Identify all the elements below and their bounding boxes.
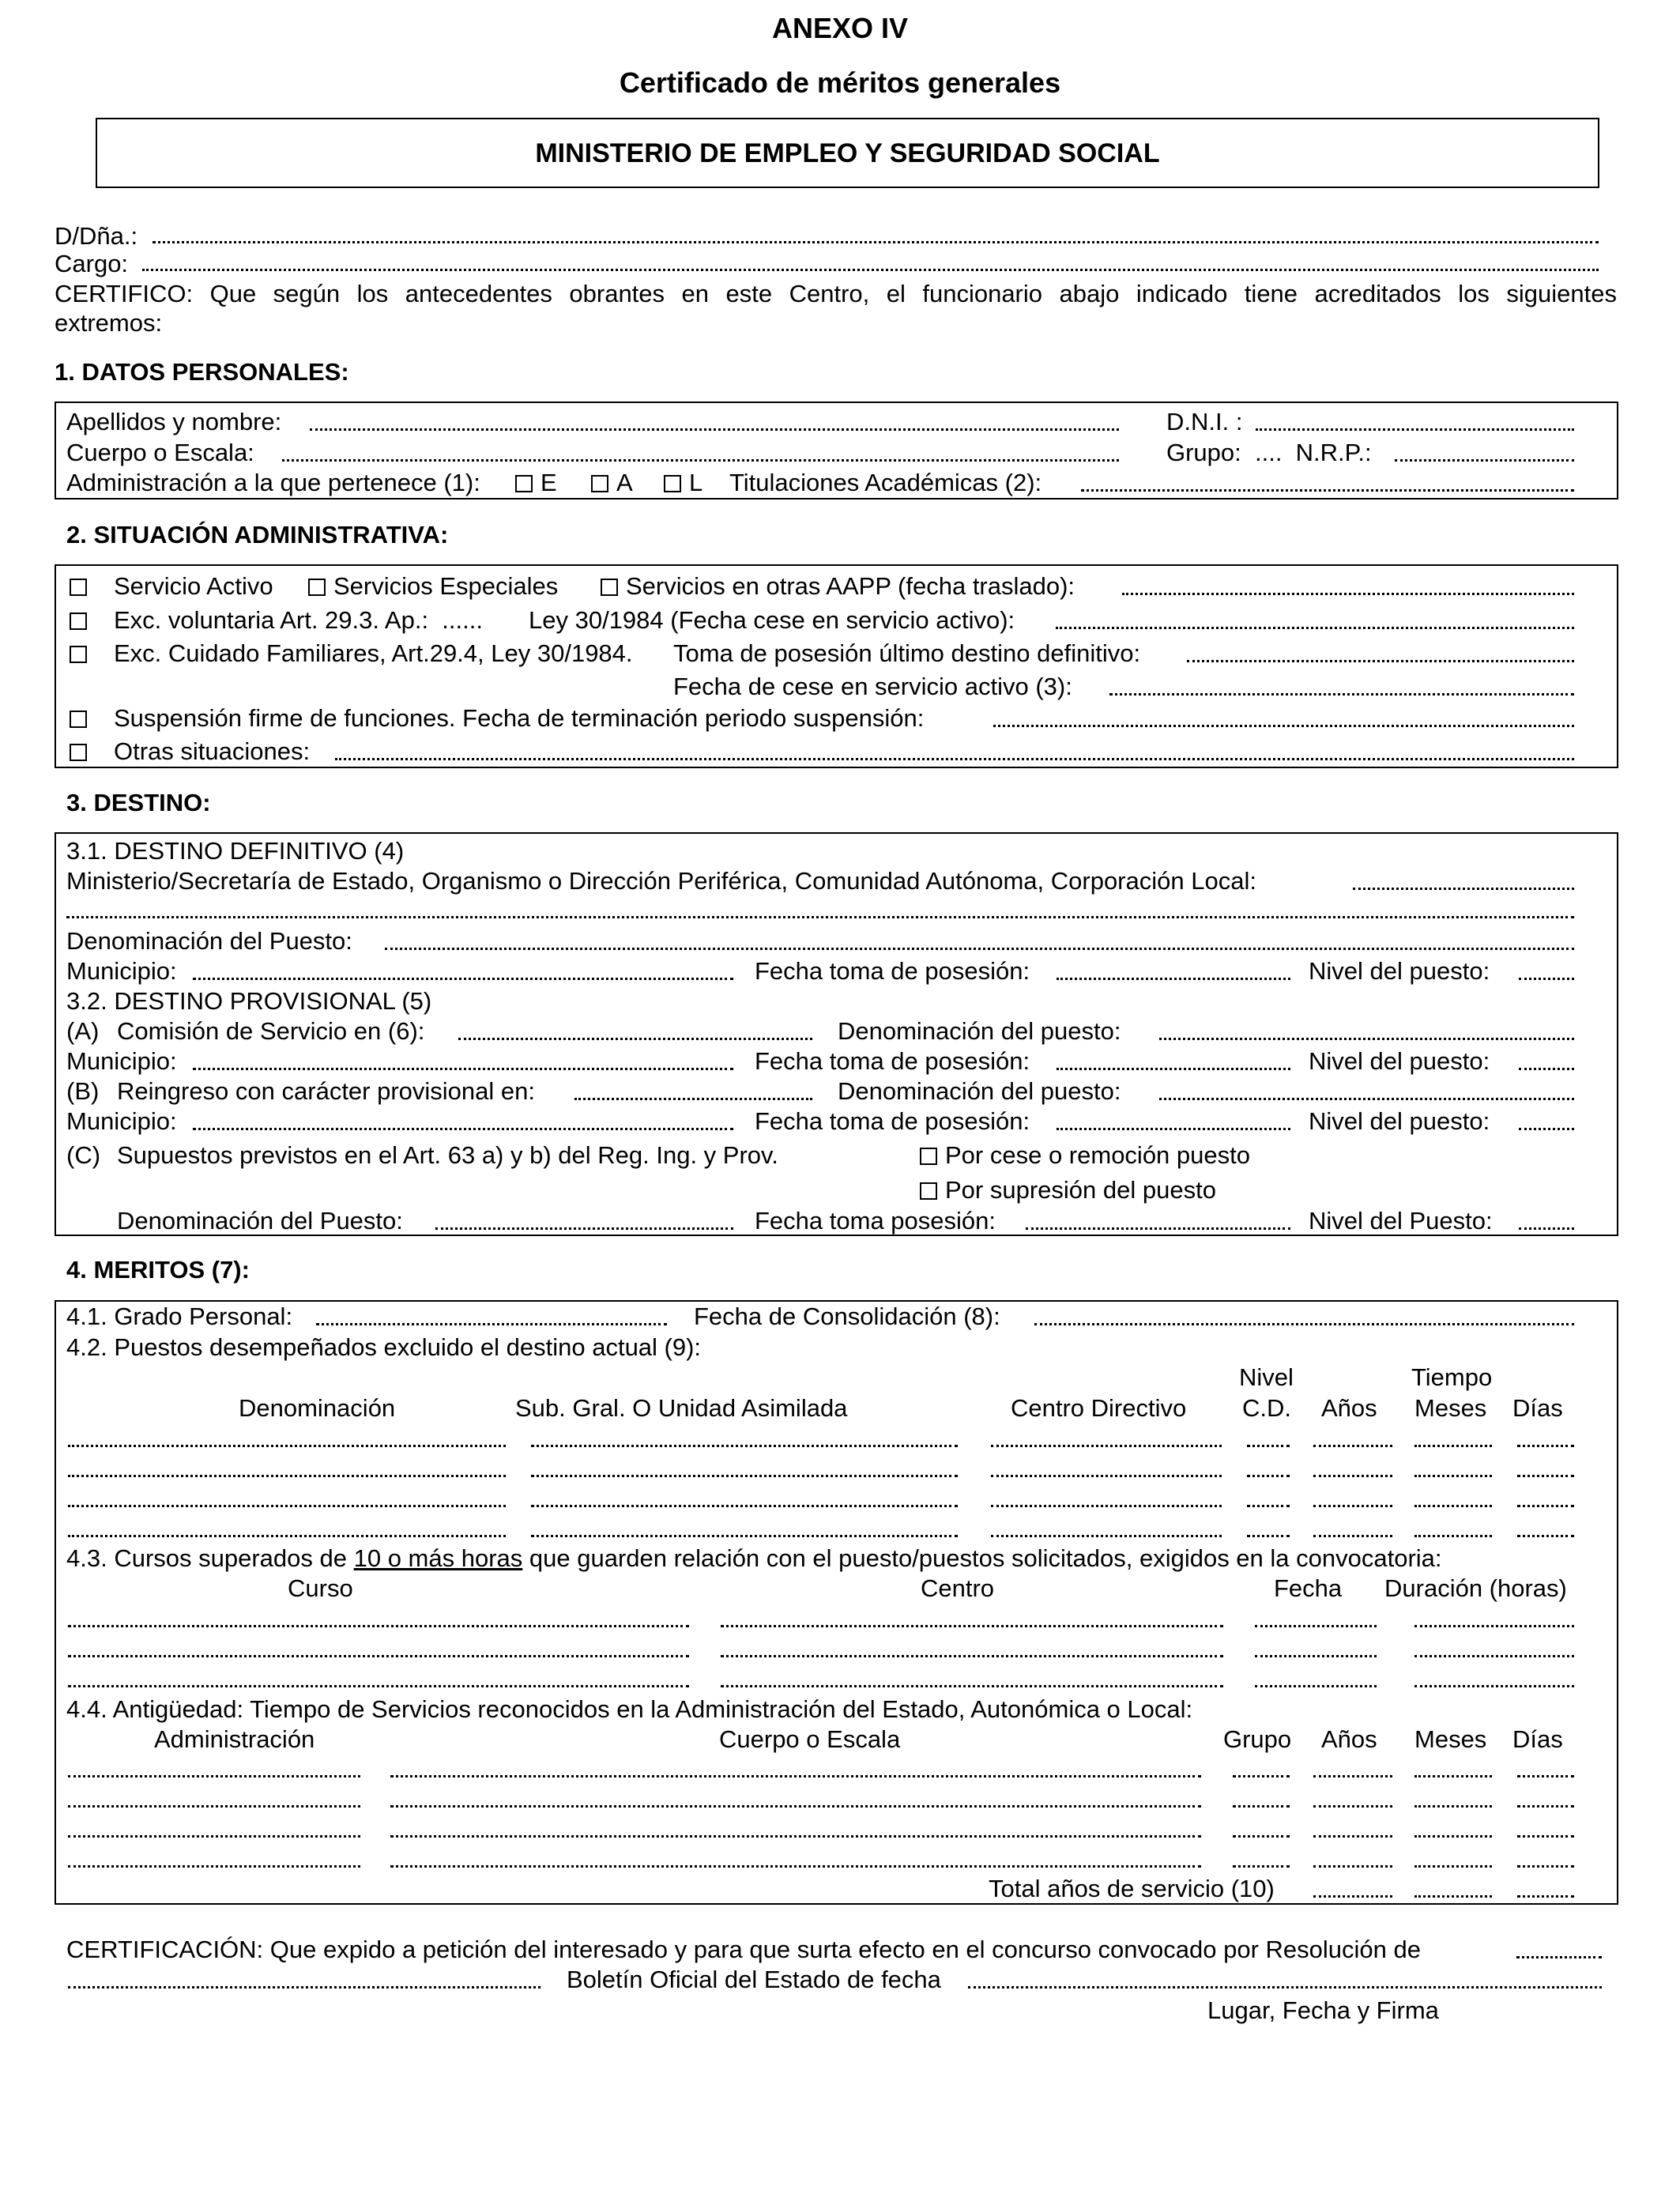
municipio-b-label: Municipio: — [66, 1107, 177, 1135]
apellidos-label: Apellidos y nombre: — [66, 408, 282, 435]
nivel-c-label: Nivel del Puesto: — [1309, 1207, 1493, 1235]
reingreso-label: Reingreso con carácter provisional en: — [117, 1077, 535, 1105]
option-otras-situaciones[interactable] — [70, 739, 95, 763]
denominacion-b-label: Denominación del puesto: — [838, 1077, 1121, 1105]
col-anos-header: Años — [1321, 1394, 1377, 1422]
col-nivel-header: Nivel — [1239, 1363, 1294, 1391]
destino-provisional-title: 3.2. DESTINO PROVISIONAL (5) — [66, 987, 432, 1015]
col-tiempo-header: Tiempo — [1411, 1363, 1493, 1391]
otras-aapp-dotted — [1122, 593, 1574, 595]
option-otras-aapp[interactable] — [601, 574, 1075, 598]
fecha-toma-label: Fecha toma de posesión: — [755, 957, 1030, 985]
fecha-toma-b-label: Fecha toma de posesión: — [755, 1107, 1030, 1135]
checkbox-icon[interactable] — [920, 1148, 937, 1165]
otras-situaciones-dotted — [335, 758, 1574, 760]
cuerpo-dotted — [282, 459, 1119, 462]
municipio-dotted — [193, 978, 733, 980]
col-curso-header: Curso — [288, 1574, 353, 1602]
col-centro-header: Centro Directivo — [1011, 1394, 1187, 1422]
consolidacion-label: Fecha de Consolidación (8): — [694, 1302, 1000, 1330]
option-suspension[interactable] — [70, 706, 95, 730]
dni-dotted — [1256, 428, 1574, 431]
option-exc-cuidado[interactable] — [70, 641, 95, 665]
lugar-fecha-firma: Lugar, Fecha y Firma — [1207, 1996, 1439, 2024]
admin-option-e[interactable] — [515, 470, 557, 495]
certificacion-text: CERTIFICACIÓN: Que expido a petición del interesado y para que surta efecto en el concurso convocado por Resolución de — [66, 1936, 1421, 1963]
annex-title: ANEXO IV — [771, 12, 909, 44]
col-meses2-header: Meses — [1414, 1725, 1487, 1753]
option-a-label: A — [616, 469, 633, 496]
fecha-toma-a-label: Fecha toma de posesión: — [755, 1047, 1030, 1075]
nivel-a-dotted — [1519, 1068, 1574, 1070]
nivel-b-label: Nivel del puesto: — [1309, 1107, 1490, 1135]
checkbox-icon[interactable] — [515, 475, 533, 492]
fecha-toma-a-dotted — [1057, 1068, 1290, 1070]
dni-label: D.N.I. : — [1166, 408, 1243, 435]
option-servicio-activo[interactable] — [70, 574, 95, 598]
checkbox-icon[interactable] — [70, 711, 87, 728]
exc-cuidado-label: Exc. Cuidado Familiares, Art.29.4, Ley 30/1984. — [114, 639, 633, 667]
option-a-marker: (A) — [66, 1017, 100, 1045]
nivel-b-dotted — [1519, 1128, 1574, 1130]
cargo-dotted-line — [142, 269, 1599, 271]
col-sub-header: Sub. Gral. O Unidad Asimilada — [515, 1394, 848, 1422]
titulaciones-dotted — [1081, 489, 1574, 492]
col-centro2-header: Centro — [921, 1574, 995, 1602]
supresion-label: Por supresión del puesto — [945, 1176, 1216, 1204]
otras-aapp-label: Servicios en otras AAPP (fecha traslado): — [626, 572, 1075, 600]
ministerio-dotted — [1353, 888, 1574, 890]
section-4-title: 4. MERITOS (7): — [66, 1256, 250, 1284]
municipio-a-dotted — [193, 1068, 733, 1070]
nivel-label: Nivel del puesto: — [1309, 957, 1490, 985]
checkbox-icon[interactable] — [308, 579, 326, 596]
nivel-a-label: Nivel del puesto: — [1309, 1047, 1490, 1075]
col-duracion-header: Duración (horas) — [1384, 1574, 1567, 1602]
denominacion-a-dotted — [1159, 1038, 1574, 1040]
denominacion-label: Denominación del Puesto: — [66, 927, 352, 955]
especiales-label: Servicios Especiales — [333, 572, 559, 600]
toma-posesion-label: Toma de posesión último destino definitivo: — [673, 639, 1141, 667]
fecha-cese-label: Fecha de cese en servicio activo (3): — [673, 673, 1072, 700]
checkbox-icon[interactable] — [591, 475, 608, 492]
nivel-dotted — [1519, 978, 1574, 980]
otras-situaciones-label: Otras situaciones: — [114, 737, 311, 765]
total-anos-label: Total años de servicio (10) — [989, 1875, 1275, 1902]
certifico-text-end: extremos: — [55, 309, 163, 337]
fecha-toma-b-dotted — [1057, 1128, 1290, 1130]
cursos-underlined: 10 o más horas — [353, 1544, 523, 1572]
col-meses-header: Meses — [1414, 1394, 1487, 1422]
fecha-toma-c-dotted — [1026, 1227, 1290, 1230]
option-b-marker: (B) — [66, 1077, 100, 1105]
boe-dotted — [968, 1986, 1602, 1989]
titulaciones-label: Titulaciones Académicas (2): — [729, 469, 1042, 496]
apellidos-dotted — [310, 428, 1119, 431]
cese-label: Por cese o remoción puesto — [945, 1141, 1250, 1169]
servicio-activo-label: Servicio Activo — [114, 572, 273, 600]
comision-label: Comisión de Servicio en (6): — [117, 1017, 425, 1045]
ley-dotted — [1056, 627, 1574, 629]
fecha-cese-dotted — [1109, 693, 1574, 696]
municipio-b-dotted — [193, 1128, 733, 1130]
suspension-label: Suspensión firme de funciones. Fecha de terminación periodo suspensión: — [114, 704, 925, 732]
denominacion-dotted — [385, 948, 1574, 950]
toma-posesion-dotted — [1187, 660, 1574, 662]
municipio-a-label: Municipio: — [66, 1047, 177, 1075]
ley-label: Ley 30/1984 (Fecha cese en servicio activo): — [529, 606, 1015, 634]
resolucion-dotted-2 — [68, 1986, 541, 1989]
admin-option-a[interactable] — [591, 470, 633, 495]
section-4-box — [55, 1300, 1618, 1905]
comision-dotted — [458, 1038, 812, 1040]
cuerpo-label: Cuerpo o Escala: — [66, 439, 254, 466]
ministerio-dotted-2 — [66, 916, 1574, 918]
checkbox-icon[interactable] — [664, 475, 681, 492]
cursos-label: 4.3. Cursos superados de 10 o más horas que guarden relación con el puesto/puestos solicitados, exigidos en la convocatoria: — [66, 1544, 1442, 1572]
dona-label: D/Dña.: — [55, 222, 138, 250]
exc-voluntaria-label: Exc. voluntaria Art. 29.3. Ap.: ...... — [114, 606, 483, 634]
ministerio-label: Ministerio/Secretaría de Estado, Organismo o Dirección Periférica, Comunidad Autónoma, Corporación Local: — [66, 867, 1256, 895]
document-title: Certificado de méritos generales — [619, 66, 1061, 99]
checkbox-icon[interactable] — [70, 613, 87, 630]
col-admin-header: Administración — [154, 1725, 315, 1753]
ministry-name: MINISTERIO DE EMPLEO Y SEGURIDAD SOCIAL — [535, 138, 1160, 168]
col-grupo-header: Grupo — [1223, 1725, 1292, 1753]
option-supresion[interactable] — [920, 1178, 1216, 1202]
suspension-dotted — [993, 725, 1574, 727]
col-dias-header: Días — [1512, 1394, 1563, 1422]
fecha-toma-dotted — [1057, 978, 1290, 980]
certifico-text: CERTIFICO: Que según los antecedentes obrantes en este Centro, el funcionario abajo indicado tiene acreditados los siguientes — [55, 280, 1617, 307]
cargo-label: Cargo: — [55, 250, 129, 277]
fecha-toma-c-label: Fecha toma posesión: — [755, 1207, 996, 1235]
option-exc-voluntaria[interactable] — [70, 608, 95, 632]
col-denominacion-header: Denominación — [239, 1394, 396, 1422]
resolucion-dotted — [1516, 1956, 1602, 1958]
nrp-dotted — [1395, 459, 1574, 462]
admin-option-l[interactable] — [664, 470, 703, 495]
checkbox-icon[interactable] — [601, 579, 618, 596]
antiguedad-label: 4.4. Antigüedad: Tiempo de Servicios reconocidos en la Administración del Estado, Autonómica o Local: — [66, 1695, 1193, 1723]
grupo-nrp-label: Grupo: .... N.R.P.: — [1166, 439, 1372, 466]
col-dias2-header: Días — [1512, 1725, 1563, 1753]
option-c-marker: (C) — [66, 1141, 101, 1169]
section-3-title: 3. DESTINO: — [66, 789, 211, 816]
dona-dotted-line — [153, 241, 1599, 243]
municipio-label: Municipio: — [66, 957, 177, 985]
nivel-c-dotted — [1519, 1227, 1574, 1230]
reingreso-dotted — [574, 1098, 812, 1100]
denominacion-a-label: Denominación del puesto: — [838, 1017, 1121, 1045]
destino-definitivo-title: 3.1. DESTINO DEFINITIVO (4) — [66, 837, 405, 865]
denominacion-b-dotted — [1159, 1098, 1574, 1100]
option-cese[interactable] — [920, 1143, 1250, 1167]
col-fecha-header: Fecha — [1274, 1574, 1343, 1602]
section-1-title: 1. DATOS PERSONALES: — [55, 358, 349, 386]
denominacion-c-dotted — [435, 1227, 733, 1230]
supuestos-label: Supuestos previstos en el Art. 63 a) y b) del Reg. Ing. y Prov. — [117, 1141, 778, 1169]
section-2-title: 2. SITUACIÓN ADMINISTRATIVA: — [66, 521, 449, 548]
col-anos2-header: Años — [1321, 1725, 1377, 1753]
col-cuerpo-header: Cuerpo o Escala — [719, 1725, 901, 1753]
grado-dotted — [316, 1323, 667, 1325]
checkbox-icon[interactable] — [70, 744, 87, 761]
option-e-label: E — [541, 469, 557, 496]
option-servicios-especiales[interactable] — [308, 574, 558, 598]
administracion-label: Administración a la que pertenece (1): — [66, 469, 480, 496]
boe-label: Boletín Oficial del Estado de fecha — [567, 1966, 941, 1993]
consolidacion-dotted — [1034, 1323, 1574, 1325]
denominacion-c-label: Denominación del Puesto: — [117, 1207, 403, 1235]
grado-label: 4.1. Grado Personal: — [66, 1302, 293, 1330]
checkbox-icon[interactable] — [70, 646, 87, 663]
checkbox-icon[interactable] — [70, 579, 87, 596]
puestos-label: 4.2. Puestos desempeñados excluido el destino actual (9): — [66, 1333, 702, 1361]
option-l-label: L — [689, 469, 703, 496]
checkbox-icon[interactable] — [920, 1182, 937, 1200]
col-cd-header: C.D. — [1242, 1394, 1291, 1422]
